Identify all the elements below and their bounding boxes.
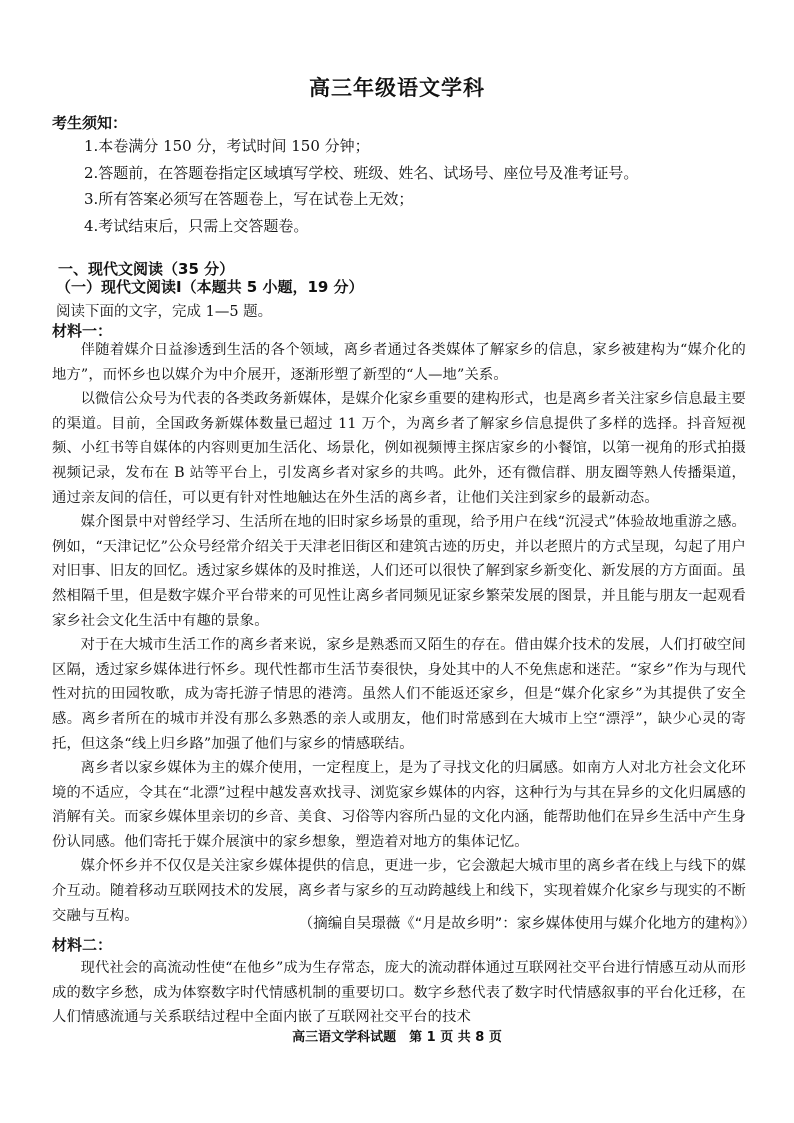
page-title: 高三年级语文学科 — [309, 76, 485, 100]
page-footer: 高三语文学科试题 第 1 页 共 8 页 — [292, 1030, 502, 1045]
material-one-label: 材料一： — [52, 322, 113, 340]
notice-item: 2.答题前，在答题卷指定区域填写学校、班级、姓名、试场号、座位号及准考证号。 — [84, 163, 639, 182]
material-paragraph: 媒介图景中对曾经学习、生活所在地的旧时家乡场景的重现，给予用户在线“沉浸式”体验故地重游之感。例如，“天津记忆”公众号经常介绍关于天津老旧街区和建筑古迹的历史，并以老照片的方式呈现，勾起了用户对旧事、旧友的回忆。透过家乡媒体的及时推送，人们还可以很快了解到家乡新变化、新发展的方方面面。虽然相隔千里，但是数字媒介平台带来的可见性让离乡者同频见证家乡繁荣发展的图景，并且能与朋友一起观看家乡社会文化生活中有趣的景象。 — [52, 514, 746, 629]
material-paragraph: 现代社会的高流动性使“在他乡”成为生存常态，庞大的流动群体通过互联网社交平台进行情感互动从而形成的数字乡愁，成为体察数字时代情感机制的重要切口。数字乡愁代表了数字时代情感叙事的平台化迁移，在人们情感流通与关系联结过程中全面内嵌了互联网社交平台的技术 — [52, 960, 746, 1026]
reading-instruction: 阅读下面的文字，完成 1—5 题。 — [56, 304, 273, 320]
notice-item: 4.考试结束后，只需上交答题卷。 — [84, 216, 309, 235]
material-paragraph: 对于在大城市生活工作的离乡者来说，家乡是熟悉而又陌生的存在。借由媒介技术的发展，人们打破空间区隔，透过家乡媒体进行怀乡。现代性都市生活节奏很快，身处其中的人不免焦虑和迷茫。“家乡”作为与现代性对抗的田园牧歌，成为寄托游子情思的港湾。虽然人们不能返还家乡，但是“媒介化家乡”为其提供了安全感。离乡者所在的城市并没有那么多熟悉的亲人或朋友，他们时常感到在大城市上空“漂浮”，缺少心灵的寄托，但这条“线上归乡路”加强了他们与家乡的情感联结。 — [52, 637, 746, 752]
section-heading: 一、现代文阅读（35 分） — [58, 260, 235, 278]
material-paragraph: 媒介怀乡并不仅仅是关注家乡媒体提供的信息，更进一步，它会激起大城市里的离乡者在线上与线下的媒介互动。随着移动互联网技术的发展，离乡者与家乡的互动跨越线上和线下，实现着媒介化家乡与现实的不断交融与互构。 — [52, 858, 746, 924]
material-two-label: 材料二： — [52, 936, 113, 954]
material-paragraph: 伴随着媒介日益渗透到生活的各个领域，离乡者通过各类媒体了解家乡的信息，家乡被建构为“媒介化的地方”，而怀乡也以媒介为中介展开，逐渐形塑了新型的“人—地”关系。 — [52, 342, 746, 383]
notice-item: 3.所有答案必须写在答题卷上，写在试卷上无效； — [84, 190, 414, 208]
notice-list — [84, 133, 764, 239]
material-one-body — [52, 338, 746, 928]
material-one-source: （摘编自吴璟薇《“月是故乡明”：家乡媒体使用与媒介化地方的建构》） — [298, 916, 756, 932]
notice-label: 考生须知： — [52, 114, 128, 132]
notice-item: 1.本卷满分 150 分，考试时间 150 分钟； — [84, 137, 370, 155]
material-two-body — [52, 956, 746, 1030]
material-paragraph: 离乡者以家乡媒体为主的媒介使用，一定程度上，是为了寻找文化的归属感。如南方人对北方社会文化环境的不适应，令其在“北漂”过程中越发喜欢找寻、浏览家乡媒体的内容，这种行为与其在异乡的文化归属感的消解有关。而家乡媒体里亲切的乡音、美食、习俗等内容所凸显的文化内涵，能帮助他们在异乡生活中产生身份认同感。他们寄托于媒介展演中的家乡想象，塑造着对地方的集体记忆。 — [52, 760, 746, 850]
subsection-heading: （一）现代文阅读Ⅰ（本题共 5 小题，19 分） — [56, 278, 364, 296]
material-paragraph: 以微信公众号为代表的各类政务新媒体，是媒介化家乡重要的建构形式，也是离乡者关注家乡信息最主要的渠道。目前，全国政务新媒体数量已超过 11 万个，为离乡者了解家乡信息提供了多样的选择。抖音短视频、小红书等自媒体的内容则更加生活化、场景化，例如视频博主探店家乡的小餐馆，以第一视角的形式拍摄视频记录，发布在 B 站等平台上，引发离乡者对家乡的共鸣。此外，还有微信群、朋友圈等熟人传播渠道，通过亲友间的信任，可以更有针对性地触达在外生活的离乡者，让他们关注到家乡的最新动态。 — [52, 391, 746, 506]
